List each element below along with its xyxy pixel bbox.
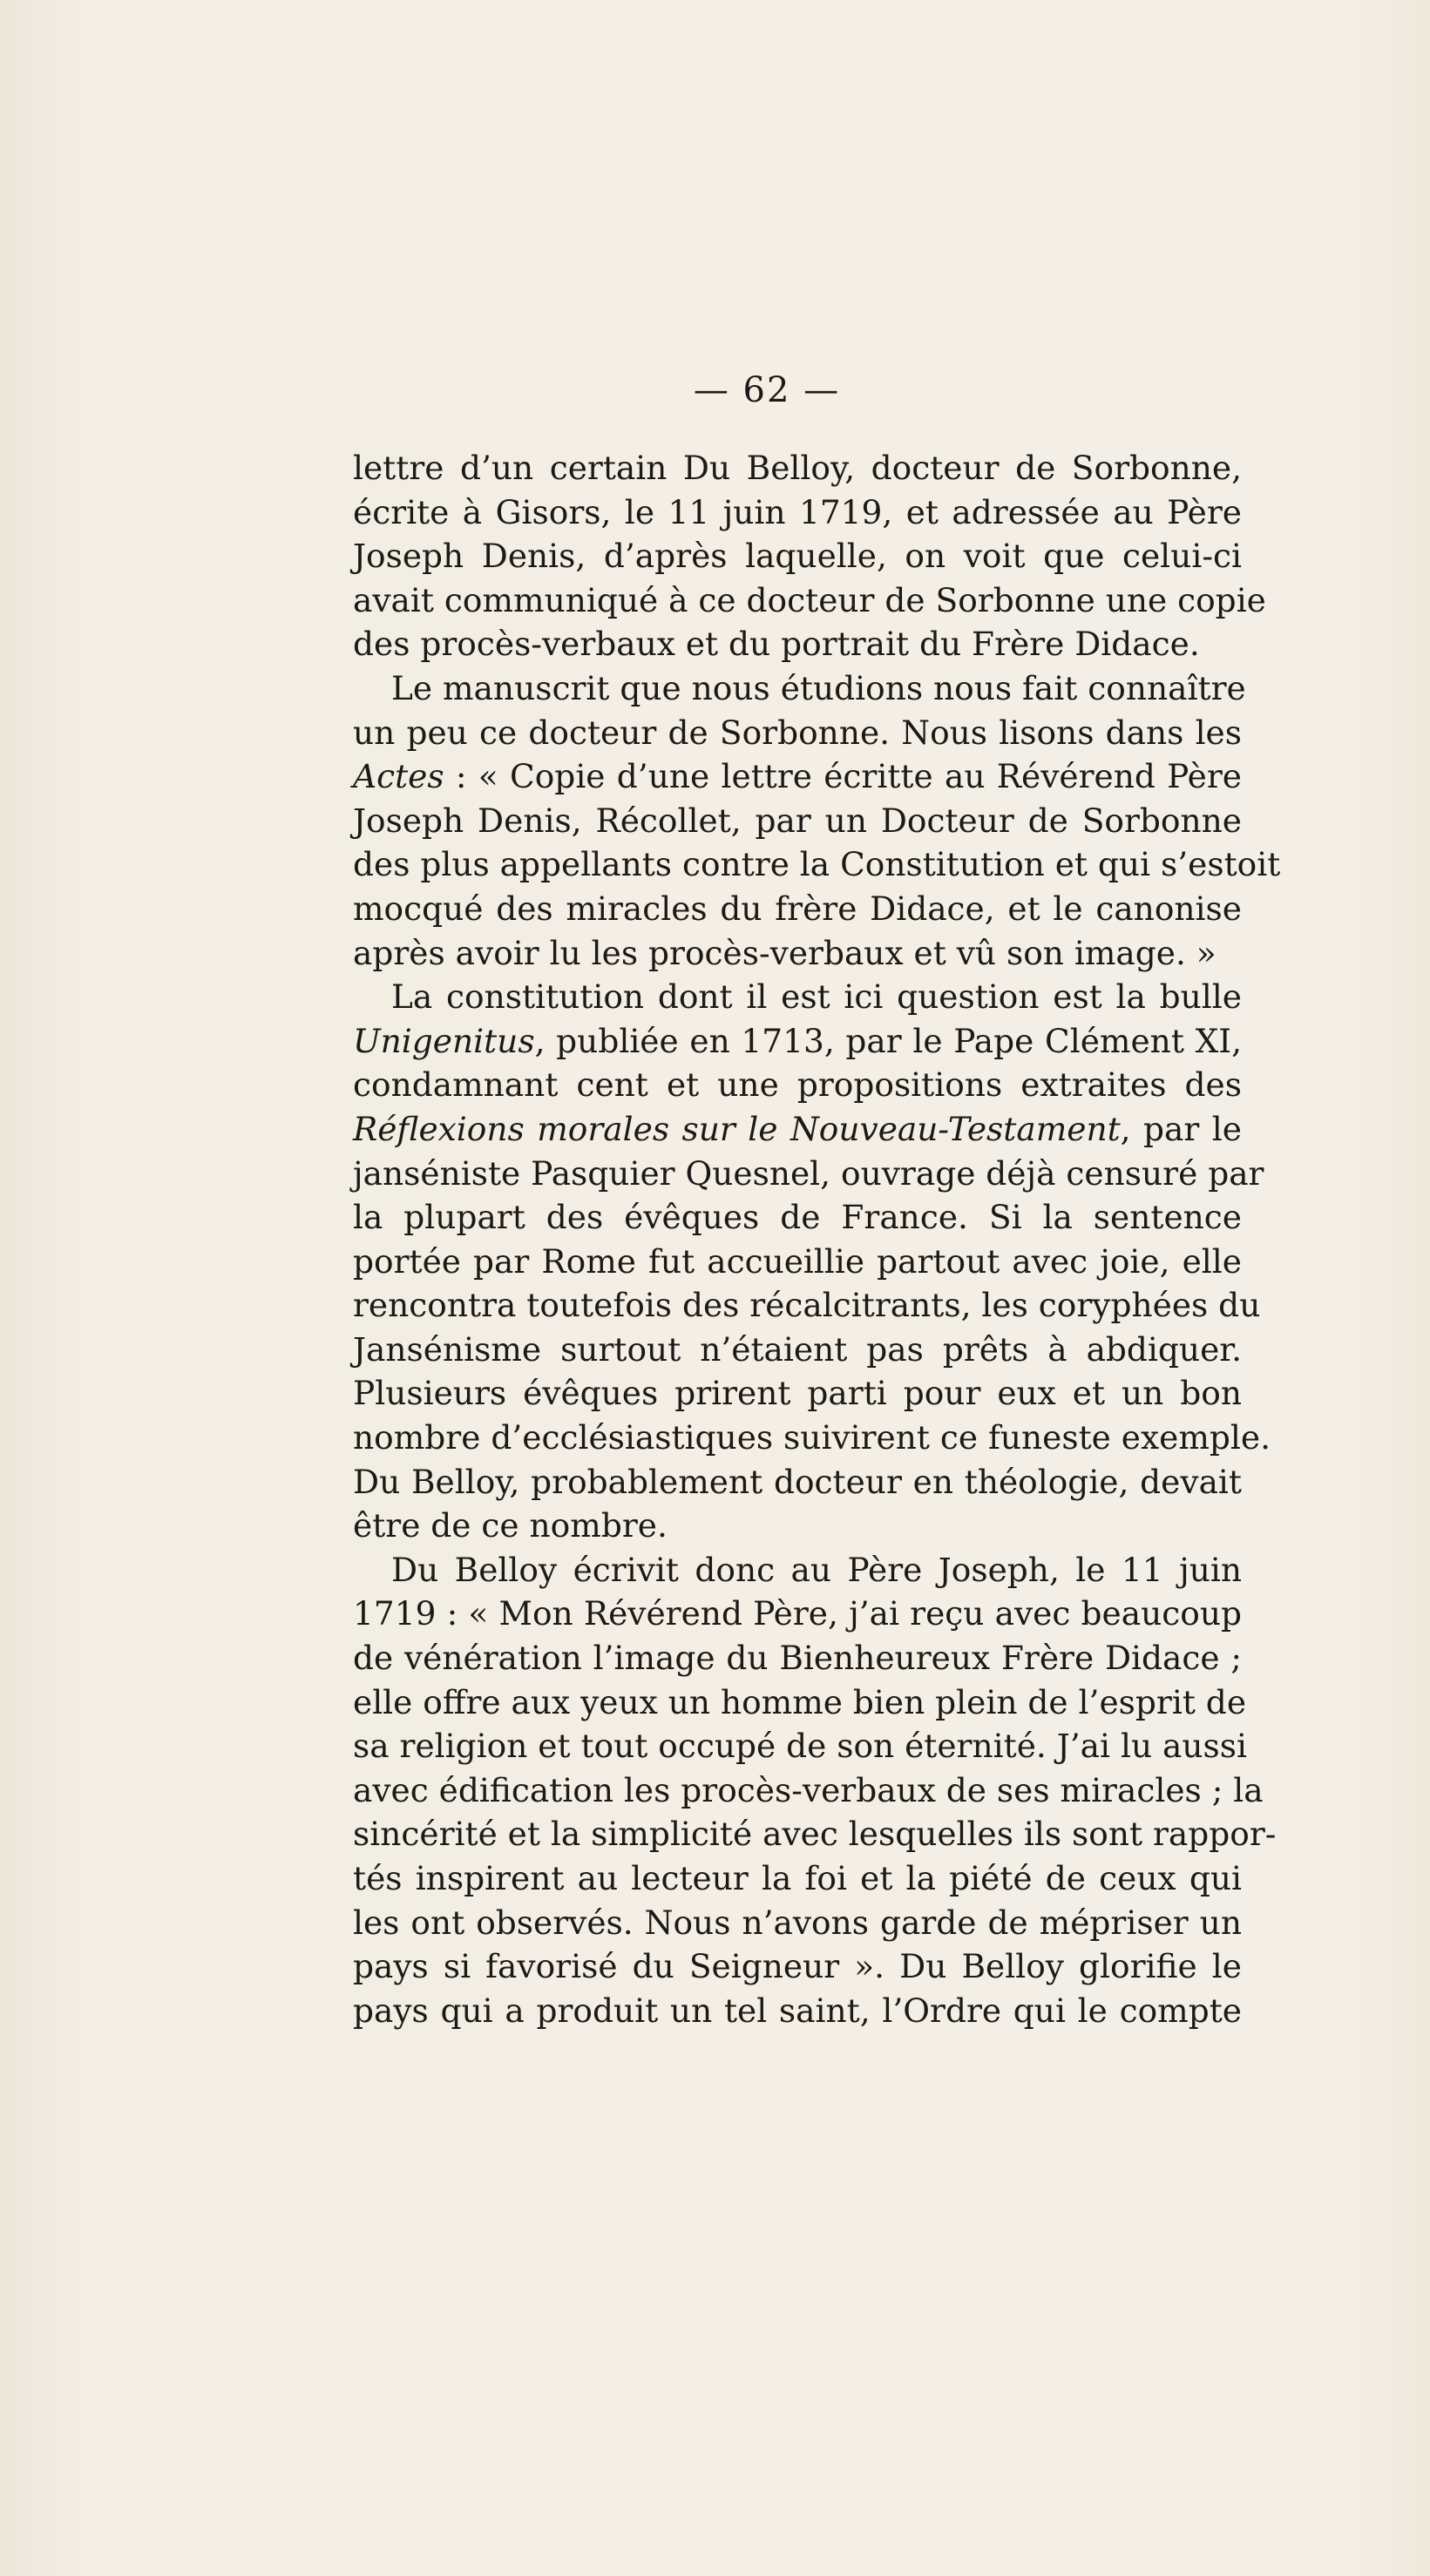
text-line: écrite à Gisors, le 11 juin 1719, et adressée au Père (353, 492, 1242, 531)
paragraph-4 (353, 1548, 1277, 2033)
page-number: — 62 — (693, 370, 841, 410)
text-line: lettre d’un certain Du Belloy, docteur de Sorbonne, (353, 449, 1242, 487)
text-line: après avoir lu les procès-verbaux et vû son image. » (353, 933, 1217, 972)
text-line: Le manuscrit que nous étudions nous fait connaître (391, 668, 1246, 707)
italic-term: Réflexions morales sur le Nouveau-Testament (353, 1109, 1121, 1148)
text-line: rencontra toutefois des récalcitrants, les coryphées du (353, 1286, 1261, 1325)
text-line: des procès-verbaux et du portrait du Frère Didace. (353, 625, 1200, 664)
text-line: janséniste Pasquier Quesnel, ouvrage déjà censuré par (353, 1153, 1264, 1193)
text-line: Plusieurs évêques prirent parti pour eux et un bon (353, 1374, 1242, 1413)
text-line: Actes : « Copie d’une lettre écritte au Révérend Père (353, 757, 1242, 796)
text-line: les ont observés. Nous n’avons garde de mépriser un (353, 1903, 1242, 1942)
text-line: La constitution dont il est ici question est la bulle (391, 977, 1242, 1017)
text-line: pays qui a produit un tel saint, l’Ordre qui le compte (353, 1991, 1242, 2030)
text-line: être de ce nombre. (353, 1506, 668, 1545)
text-line: des plus appellants contre la Constitution et qui s’estoit (353, 845, 1281, 884)
text-line: 1719 : « Mon Révérend Père, j’ai reçu avec beaucoup (353, 1594, 1242, 1633)
text-line: Du Belloy écrivit donc au Père Joseph, le 11 juin (391, 1550, 1242, 1589)
text-line: pays si favorisé du Seigneur ». Du Belloy glorifie le (353, 1947, 1242, 1986)
text-line: Unigenitus, publiée en 1713, par le Pape Clément XI, (353, 1021, 1242, 1060)
body-text (353, 446, 1281, 2032)
italic-term: Actes (353, 757, 444, 796)
text-line: avait communiqué à ce docteur de Sorbonne une copie (353, 580, 1266, 619)
text-line: Joseph Denis, Récollet, par un Docteur de Sorbonne (353, 801, 1242, 840)
text-line: Joseph Denis, d’après laquelle, on voit que celui-ci (353, 537, 1242, 576)
text-line: nombre d’ecclésiastiques suivirent ce funeste exemple. (353, 1418, 1271, 1457)
text-line: tés inspirent au lecteur la foi et la piété de ceux qui (353, 1859, 1242, 1897)
text-line: un peu ce docteur de Sorbonne. Nous lisons dans les (353, 713, 1242, 752)
text-line: Jansénisme surtout n’étaient pas prêts à abdiquer. (353, 1329, 1242, 1369)
text-line: avec édification les procès-verbaux de ses miracles ; la (353, 1770, 1264, 1809)
paragraph-3 (353, 975, 1271, 1548)
text-line: elle offre aux yeux un homme bien plein de l’esprit de (353, 1682, 1247, 1721)
italic-term: Unigenitus (353, 1021, 535, 1060)
text-line: sincérité et la simplicité avec lesquelles ils sont rappor- (353, 1815, 1277, 1854)
text-line: de vénération l’image du Bienheureux Frère Didace ; (353, 1639, 1242, 1678)
text-line: Réflexions morales sur le Nouveau-Testament, par le (353, 1109, 1242, 1148)
text-line: condamnant cent et une propositions extraites des (353, 1065, 1242, 1105)
text-line: la plupart des évêques de France. Si la sentence (353, 1198, 1242, 1237)
text-line: mocqué des miracles du frère Didace, et le canonise (353, 889, 1242, 928)
paragraph-1 (353, 446, 1266, 666)
text-line: sa religion et tout occupé de son éternité. J’ai lu aussi (353, 1727, 1248, 1766)
paragraph-2 (353, 666, 1281, 975)
text-line: portée par Rome fut accueillie partout avec joie, elle (353, 1241, 1242, 1281)
text-line: Du Belloy, probablement docteur en théologie, devait (353, 1462, 1242, 1501)
